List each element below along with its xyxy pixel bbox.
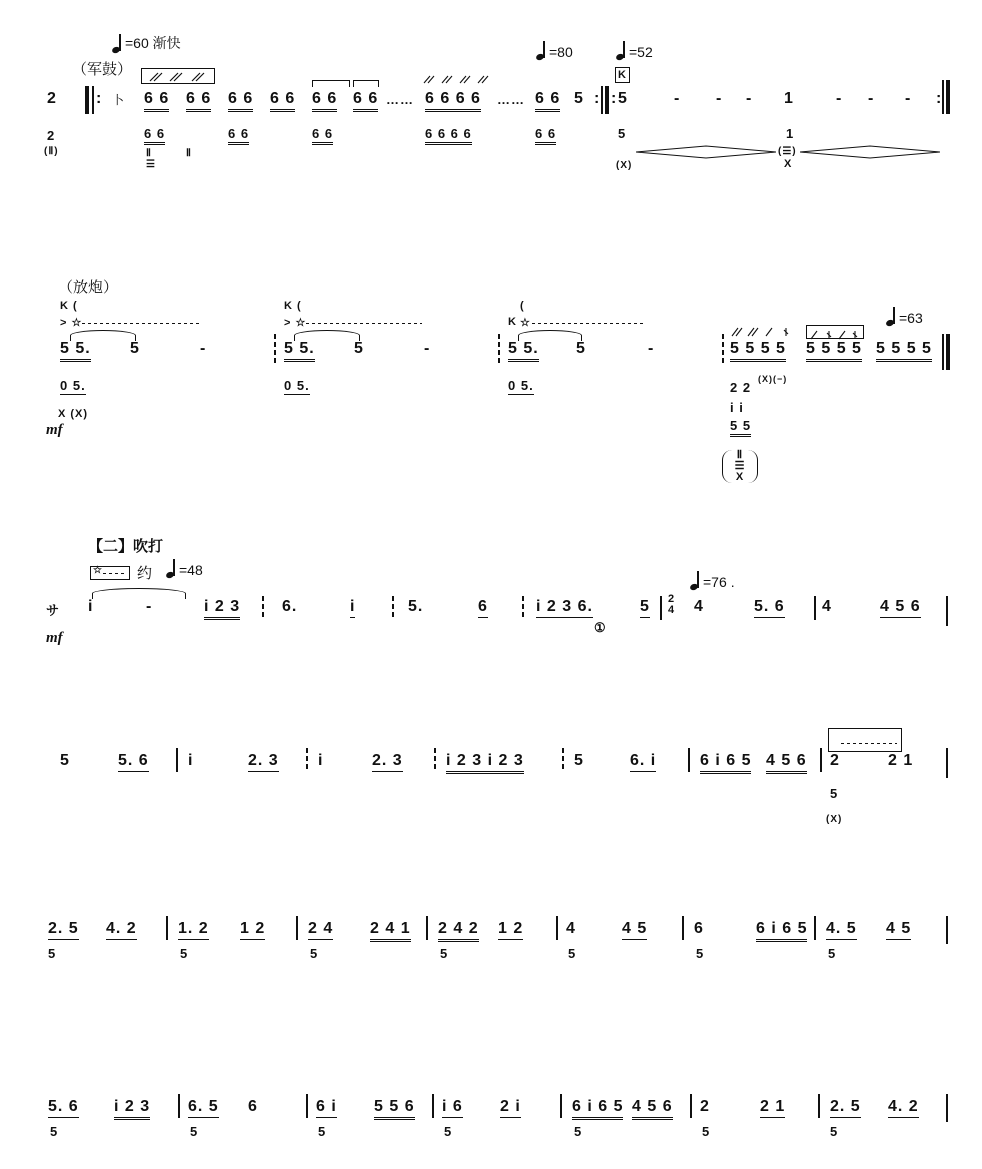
note-group: 1 2 (240, 920, 265, 940)
dashed-extension (103, 573, 127, 574)
barline (556, 916, 558, 940)
dash: - (674, 90, 681, 107)
quarter-note-icon (886, 306, 895, 326)
time-signature-lower: 2 (47, 128, 56, 143)
lower-note-group: 6 6 (535, 126, 556, 145)
dash: - (648, 340, 655, 357)
time-signature-upper: 2 (47, 90, 57, 107)
note-group: 2 1 (888, 752, 914, 769)
bass-note: 5 (830, 1124, 839, 1139)
bass-note: 5 (180, 946, 189, 961)
bass-note: 5 (568, 946, 577, 961)
note: i (88, 598, 94, 615)
k-mark: K ( (60, 300, 78, 312)
dash: - (746, 90, 753, 107)
tremolo-mark: Ⅱ (186, 148, 192, 159)
barline (178, 1094, 180, 1118)
final-thin-bar (942, 80, 944, 114)
lower-x-mark: (X) (616, 160, 633, 171)
barline (814, 916, 816, 940)
note-group: 6 6 (270, 90, 295, 112)
stack-paren: Ⅱ ☰ X (722, 450, 758, 483)
cannon-label: （放炮） (58, 278, 119, 296)
k-mark: K (508, 316, 517, 328)
lower-voice-marks: (Ⅱ) (44, 146, 59, 157)
tempo-marking-52: =52 (616, 40, 653, 60)
circled-one: ① (594, 620, 607, 635)
note: 6. (282, 598, 298, 615)
tie-slur (294, 330, 360, 341)
barline (946, 916, 948, 944)
barline (432, 1094, 434, 1118)
free-tempo-mark: サ (46, 603, 61, 618)
dashed-barline (392, 596, 394, 620)
barline (306, 1094, 308, 1118)
dashed-barline (434, 748, 436, 772)
dash: - (146, 598, 153, 615)
repeat-start-thin-bar (92, 86, 94, 114)
measure-note: 5 (130, 340, 140, 357)
barline (814, 596, 816, 620)
barline (176, 748, 178, 772)
final-thin-bar (942, 334, 944, 370)
held-note-five: 5 (618, 90, 628, 107)
lower-measure: 0 5. (60, 378, 86, 393)
note-group: i 2 3 6. (536, 598, 593, 618)
dynamic-mf: mf (46, 422, 63, 438)
lower-x-mark: (X) (826, 814, 843, 825)
note-group: i 2 3 i 2 3 (446, 752, 524, 774)
roll-strokes-icon (420, 74, 490, 84)
held-note-one: 1 (784, 90, 794, 107)
fives-group: 5 5 5 5 (730, 340, 786, 362)
bass-note: 5 (190, 1124, 199, 1139)
bass-note: 5 (318, 1124, 327, 1139)
note: i (318, 752, 324, 769)
note: 5 (574, 752, 584, 769)
bass-note: 5 (702, 1124, 711, 1139)
quarter-note-icon (690, 570, 699, 590)
star: ☆ (520, 317, 531, 329)
dashed-barline (498, 334, 500, 364)
note-group: 5 5 6 (374, 1098, 415, 1120)
note: i (350, 598, 355, 618)
dash: - (200, 340, 207, 357)
fives-group: 5 5 5 5 (876, 340, 932, 362)
bracket-tie (353, 80, 379, 87)
note-group: 2. 5 (48, 920, 79, 940)
dashed-extension (306, 323, 422, 324)
note-group: 4. 2 (106, 920, 137, 940)
tempo-marking-76: =76 . (690, 570, 735, 590)
note-group: 6. 5 (188, 1098, 219, 1118)
note-group: 1. 2 (178, 920, 209, 940)
stack-row: i i (730, 400, 744, 415)
note-group: 2 4 (308, 920, 333, 940)
tempo-marking-63: =63 (886, 306, 923, 326)
roll-strokes-icon (142, 70, 214, 84)
lower-note-group: 6 6 (228, 126, 249, 145)
bass-note: 5 (574, 1124, 583, 1139)
note-group: i 2 3 (114, 1098, 150, 1120)
final-thick-bar (946, 334, 950, 370)
barline (682, 916, 684, 940)
note-group: 2 1 (760, 1098, 785, 1118)
barline (818, 1094, 820, 1118)
note-group: 6 6 6 6 (425, 90, 481, 112)
star-box (90, 566, 130, 580)
time-sig-bottom: 4 (668, 604, 676, 616)
note: 4 (566, 920, 576, 937)
dashed-barline (262, 596, 264, 620)
note-group: 4 5 6 (632, 1098, 673, 1120)
note: 6 (248, 1098, 258, 1115)
dashed-extension (841, 743, 897, 744)
bass-note: 5 (48, 946, 57, 961)
repeat-dots: : (594, 90, 600, 107)
note-group: 2 4 1 (370, 920, 411, 942)
note-group: i 6 (442, 1098, 463, 1118)
measure-note: 5 (354, 340, 364, 357)
barline (166, 916, 168, 940)
note-group: 2. 3 (372, 752, 403, 772)
dashed-barline (722, 334, 724, 364)
dash: - (905, 90, 912, 107)
bass-note: 5 (310, 946, 319, 961)
note-group: 2. 5 (830, 1098, 861, 1118)
time-sig-top: 2 (668, 593, 676, 605)
barline (946, 748, 948, 778)
lower-x-mark: (☰) (778, 146, 797, 157)
note-group: i 2 3 (204, 598, 240, 620)
repeat-dots: : (96, 90, 102, 107)
barline (296, 916, 298, 940)
accent-star: > ☆ (284, 317, 307, 329)
final-thick-bar (946, 80, 950, 114)
note-group: 1 2 (498, 920, 523, 940)
note-group: 6 6 (228, 90, 253, 112)
repeat-dots: : (611, 90, 617, 107)
k-box: K (615, 67, 630, 83)
bass-note: 5 (444, 1124, 453, 1139)
lower-x: X (X) (58, 408, 89, 420)
note: 2 (830, 752, 840, 769)
note-group: 6 i 6 5 (700, 752, 751, 774)
bass-note: 5 (696, 946, 705, 961)
ellipsis: …… (386, 92, 414, 107)
k-mark: K ( (284, 300, 302, 312)
bu-mark: 卜 (112, 93, 125, 107)
dashed-barline (306, 748, 308, 772)
stack-x-mark: (X)(−) (758, 374, 788, 384)
note: 6 (478, 598, 488, 618)
note-group: 6 6 (186, 90, 211, 112)
note-group: 4 5 (886, 920, 911, 940)
bass-note: 5 (440, 946, 449, 961)
crescendo-diamond-icon (800, 145, 940, 159)
lower-five: 5 (618, 126, 627, 141)
dashed-barline (274, 334, 276, 364)
barline (426, 916, 428, 940)
note-group: 6 i (316, 1098, 337, 1118)
note-group: 6 i 6 5 (572, 1098, 623, 1120)
quarter-note-icon (166, 558, 175, 578)
bass-note: 5 (50, 1124, 59, 1139)
tempo-marking-60: =60 渐快 (112, 33, 181, 53)
measure-notes: 5 5. (508, 340, 539, 362)
star: ☆ (93, 565, 103, 576)
dash: - (716, 90, 723, 107)
roll-box (806, 325, 864, 339)
barline (690, 1094, 692, 1118)
dynamic-mf: mf (46, 630, 63, 646)
repeat-start-bar (85, 86, 89, 114)
k-mark: ( (520, 300, 525, 312)
barline (660, 596, 662, 620)
dashed-extension (82, 323, 200, 324)
barline (688, 748, 690, 772)
note: 5 (60, 752, 70, 769)
repeat-dots: : (936, 90, 942, 107)
accent-star: > ☆ (60, 317, 83, 329)
dashed-barline (522, 596, 524, 620)
note-group: 4 5 6 (766, 752, 807, 774)
stack-row: 5 5 (730, 418, 751, 437)
tie-slur (518, 330, 582, 341)
dashed-barline (562, 748, 564, 772)
repeat-end-bar (605, 86, 609, 114)
quarter-note-icon (536, 40, 545, 60)
note-group: 2 4 2 (438, 920, 479, 942)
cymbal-box (828, 728, 902, 752)
note: 5 (640, 598, 650, 618)
note-group: 5. 6 (118, 752, 149, 772)
approx-label: 约 (137, 564, 153, 582)
bracket-tie (312, 80, 350, 87)
fives-group: 5 5 5 5 (806, 340, 862, 362)
note-group: 2 i (500, 1098, 521, 1118)
dash: - (868, 90, 875, 107)
barline (946, 1094, 948, 1122)
note-group: 6 6 (312, 90, 337, 112)
lower-note-group: 6 6 6 6 (425, 126, 472, 145)
roll-box (141, 68, 215, 84)
dashed-extension (532, 323, 646, 324)
measure-note: 5 (576, 340, 586, 357)
note-group: 6 6 (144, 90, 169, 112)
lower-note-group: 6 6 (144, 126, 165, 145)
lower-one: 1 (786, 126, 795, 141)
barline (560, 1094, 562, 1118)
lower-measure: 0 5. (284, 378, 310, 393)
note: 6 (694, 920, 704, 937)
note-group: 4 5 6 (880, 598, 921, 618)
note-group: 6 i 6 5 (756, 920, 807, 942)
barline (820, 748, 822, 772)
crescendo-diamond-icon (636, 145, 776, 159)
note-group: 6 6 (535, 90, 560, 112)
tempo-marking-80: =80 (536, 40, 573, 60)
dash: - (424, 340, 431, 357)
dash: - (836, 90, 843, 107)
measure-notes: 5 5. (60, 340, 91, 362)
note: 2 (700, 1098, 710, 1115)
lower-measure: 0 5. (508, 378, 534, 393)
note-group: 5. 6 (754, 598, 785, 618)
note-group: 6 6 (353, 90, 378, 112)
long-slur (92, 588, 186, 599)
note: i (188, 752, 194, 769)
quarter-note-icon (616, 40, 625, 60)
note-group: 6. i (630, 752, 656, 772)
measure-notes: 5 5. (284, 340, 315, 362)
note-group: 5. 6 (48, 1098, 79, 1118)
lower-x-mark: X (784, 158, 793, 170)
tempo-dot: . (730, 574, 735, 590)
note: 4 (822, 598, 832, 615)
quarter-note-icon (112, 33, 121, 53)
bass-note: 5 (828, 946, 837, 961)
note-group: 4. 2 (888, 1098, 919, 1118)
roll-strokes-icon (730, 326, 796, 338)
time-signature-2-4 (668, 594, 675, 616)
section-heading: 【二】吹打 (88, 537, 164, 555)
note: 4 (694, 598, 704, 615)
ellipsis: …… (497, 92, 525, 107)
tremolo-mark: Ⅱ ☰ (146, 148, 156, 170)
lower-note-group: 6 6 (312, 126, 333, 145)
barline (946, 596, 948, 626)
instrument-label-military-drum: （军鼓） (72, 60, 133, 78)
note: 5. (408, 598, 424, 615)
bass-note: 5 (830, 786, 839, 801)
tempo-marking-48: =48 (166, 558, 203, 578)
note-group: 2. 3 (248, 752, 279, 772)
note-group: 4. 5 (826, 920, 857, 940)
note-group: 4 5 (622, 920, 647, 940)
stack-row: 2 2 (730, 380, 752, 395)
tie-slur (70, 330, 136, 341)
repeat-end-thin-bar (601, 86, 603, 114)
note-five: 5 (574, 90, 584, 107)
